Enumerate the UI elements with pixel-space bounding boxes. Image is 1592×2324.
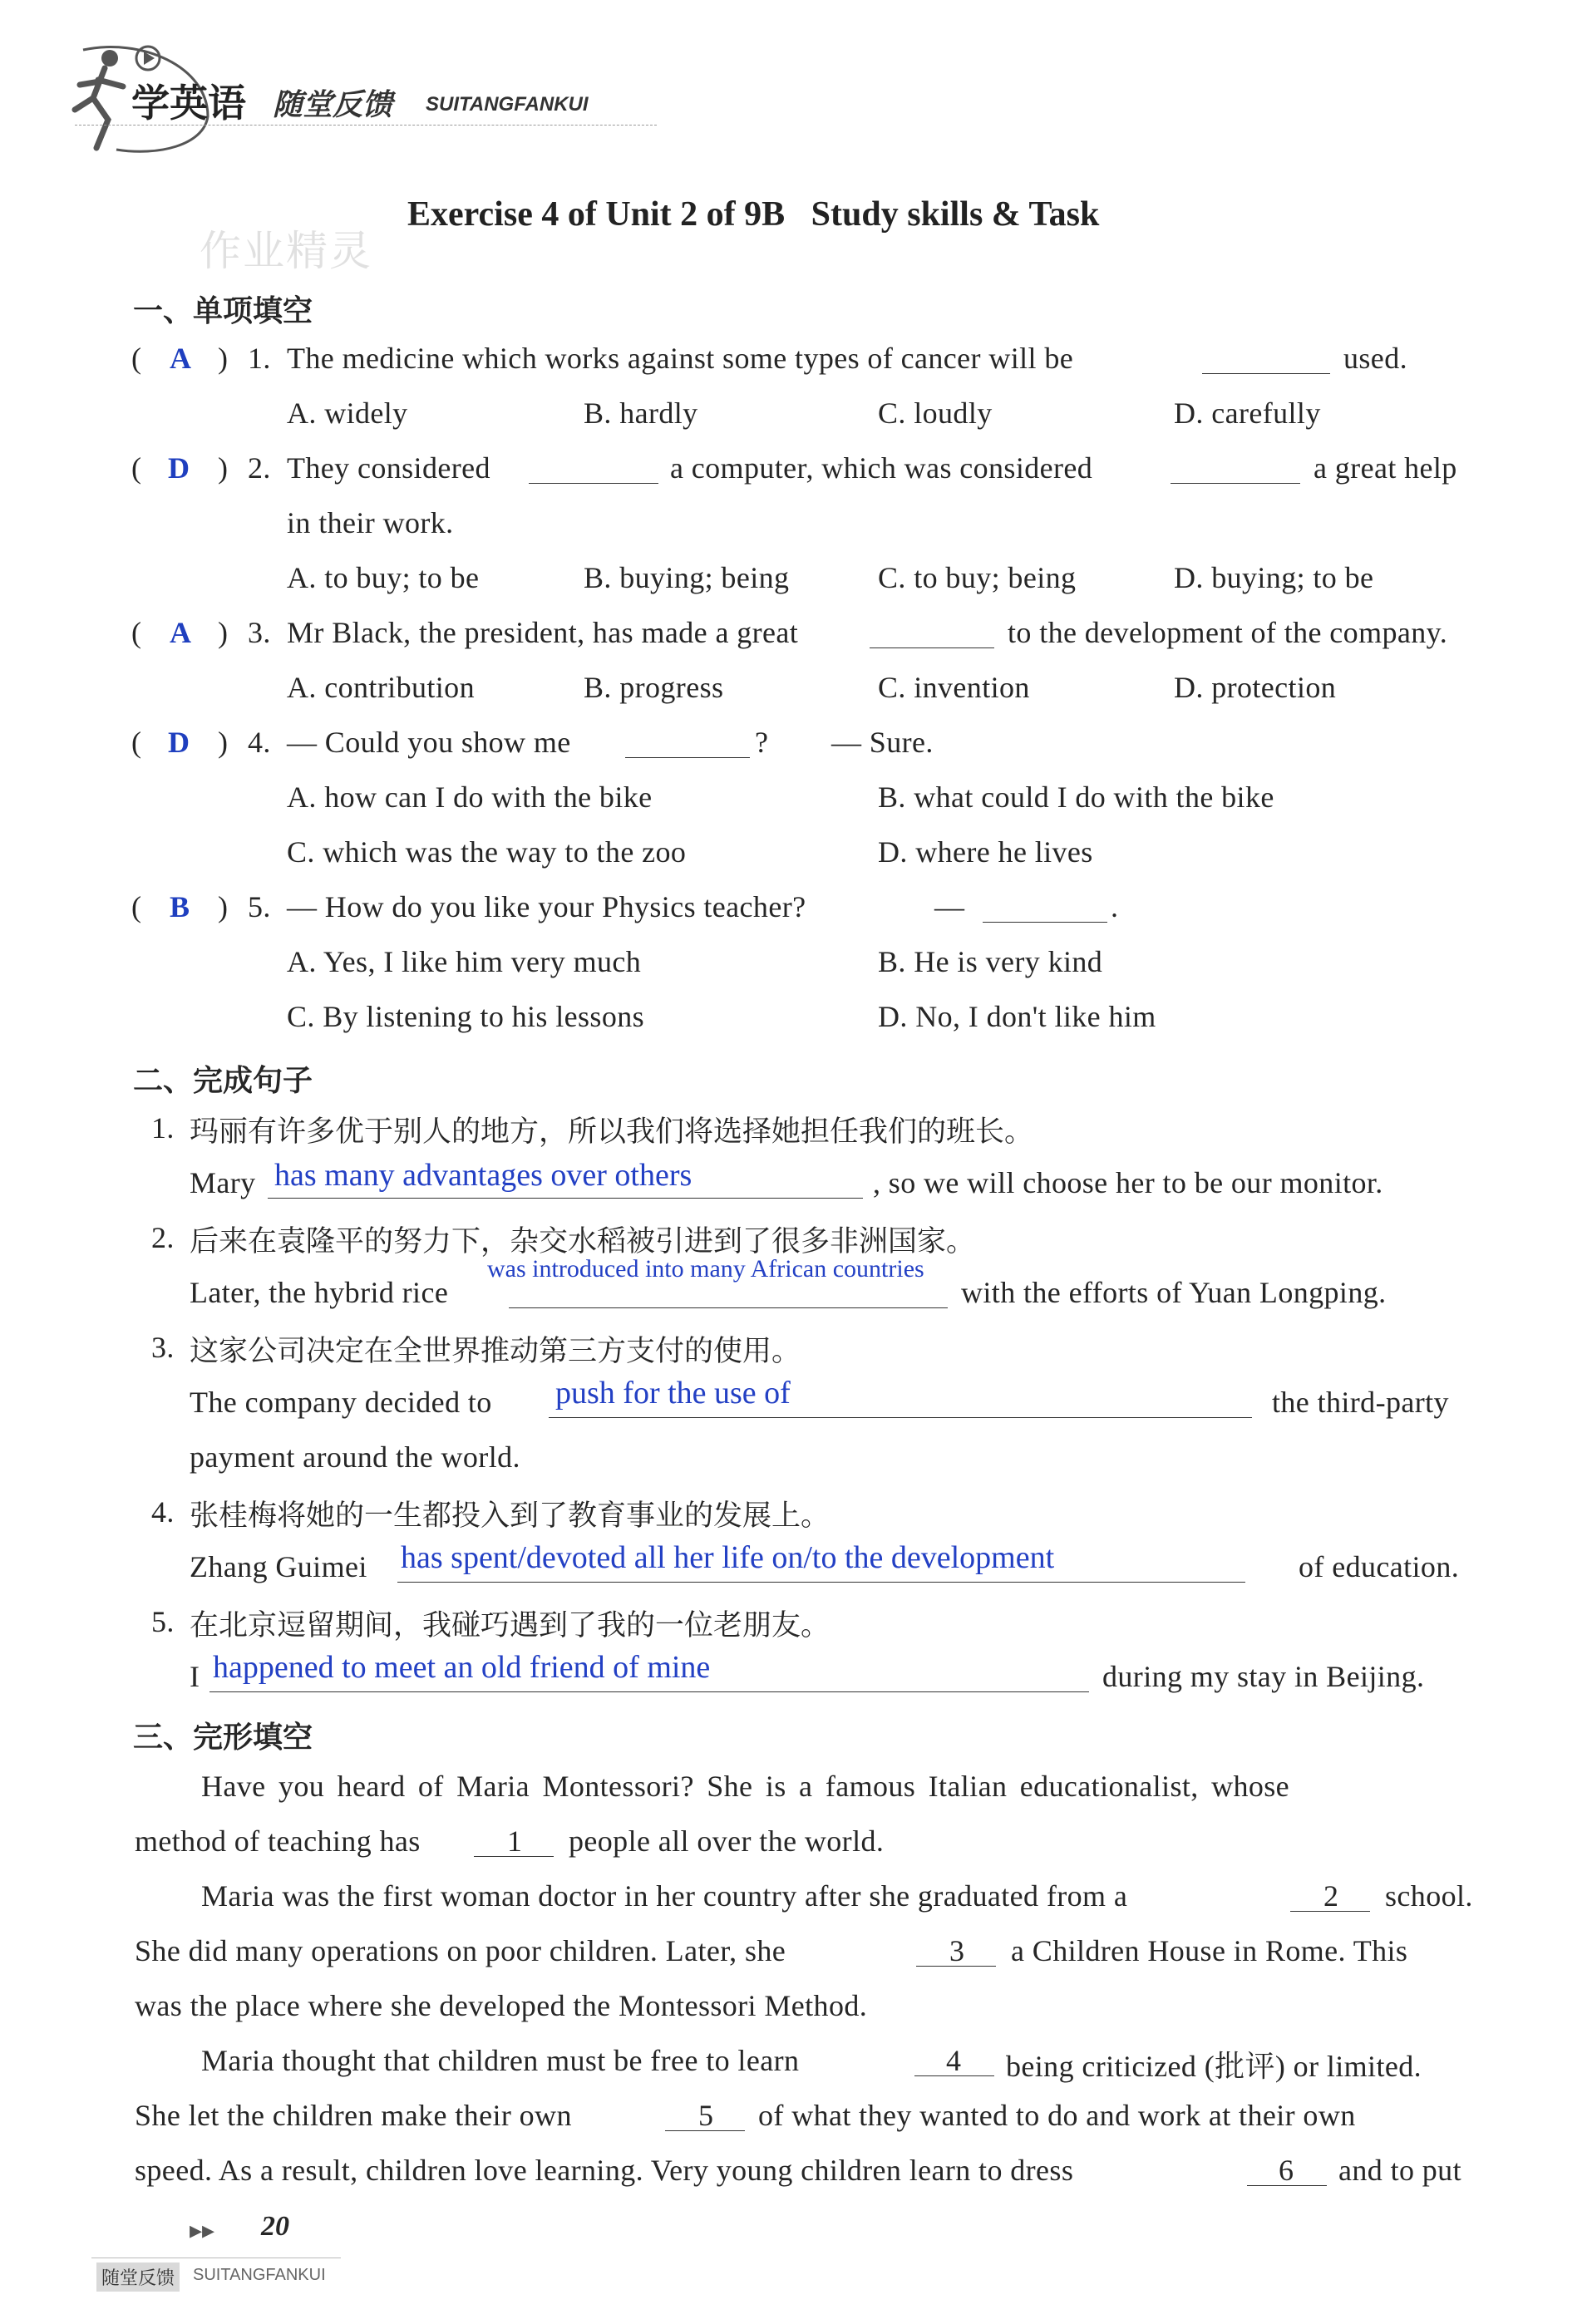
header-logo: [50, 33, 648, 158]
section-2-heading: 二、完成句子: [133, 1064, 313, 1098]
sentence-cn-1: 玛丽有许多优于别人的地方，所以我们将选择她担任我们的班长。: [190, 1115, 1034, 1149]
mc-stem-3: Mr Black, the president, has made a great: [287, 616, 799, 649]
mc-answer-3: A: [170, 616, 192, 649]
cloze-line-6a: Maria thought that children must be free to learn: [201, 2044, 800, 2077]
mc-num-5: 5.: [248, 890, 271, 923]
cloze-line-7b: of what they wanted to do and work at their own: [758, 2099, 1356, 2132]
mc-stem-5b: —: [934, 890, 965, 923]
sentence-num-3: 3.: [151, 1331, 175, 1364]
footer-arrow-icon: ▸▸: [190, 2217, 215, 2244]
mc-blank-2a: [529, 482, 658, 484]
mc-opt-3c: C. invention: [878, 671, 1030, 704]
sentence-num-4: 4.: [151, 1495, 175, 1529]
cloze-line-2a: method of teaching has: [135, 1824, 421, 1858]
cloze-line-3b: school.: [1385, 1879, 1473, 1913]
sentence-cn-4: 张桂梅将她的一生都投入到了教育事业的发展上。: [190, 1499, 831, 1533]
mc-stem-2: They considered: [287, 451, 490, 485]
mc-opt-4a: A. how can I do with the bike: [287, 780, 653, 814]
mc-opt-4c: C. which was the way to the zoo: [287, 835, 687, 869]
brand-en: SUITANGFANKUI: [426, 93, 589, 116]
sentence-blank-3: [549, 1416, 1252, 1418]
mc-stem-5: — How do you like your Physics teacher?: [287, 890, 806, 923]
sentence-post-5: during my stay in Beijing.: [1102, 1660, 1425, 1693]
sentence-answer-2: was introduced into many African countries: [487, 1255, 924, 1283]
sentence-pre-3: The company decided to: [190, 1386, 492, 1419]
mc-stem-1: The medicine which works against some types of cancer will be: [287, 342, 1074, 375]
sentence-cn-2: 后来在袁隆平的努力下，杂交水稻被引进到了很多非洲国家。: [190, 1225, 976, 1258]
brand-cn: 学英语: [131, 81, 246, 126]
sentence-pre-5: I: [190, 1660, 200, 1693]
sentence-blank-4: [397, 1581, 1245, 1583]
sentence-num-1: 1.: [151, 1111, 175, 1145]
mc-num-2: 2.: [248, 451, 271, 485]
page-title: Exercise 4 of Unit 2 of 9B Study skills & Task: [407, 195, 1100, 234]
mc-answer-1: A: [170, 342, 192, 375]
page-number: 20: [261, 2211, 289, 2242]
mc-opt-1b: B. hardly: [584, 396, 698, 430]
mc-opt-1c: C. loudly: [878, 396, 993, 430]
cloze-line-8a: speed. As a result, children love learning. Very young children learn to dress: [135, 2154, 1074, 2187]
cloze-line-7a: She let the children make their own: [135, 2099, 572, 2132]
mc-opt-3d: D. protection: [1174, 671, 1337, 704]
mc-opt-5d: D. No, I don't like him: [878, 1000, 1156, 1033]
mc-opt-2a: A. to buy; to be: [287, 561, 480, 594]
cloze-line-2b: people all over the world.: [569, 1824, 885, 1858]
sentence-blank-1: [268, 1197, 863, 1199]
mc-opt-1d: D. carefully: [1174, 396, 1321, 430]
sentence-pre-2: Later, the hybrid rice: [190, 1276, 449, 1309]
cloze-num-5: 5: [698, 2099, 714, 2132]
sentence-answer-4: has spent/devoted all her life on/to the development: [401, 1540, 1055, 1575]
footer-label-en: SUITANGFANKUI: [193, 2266, 326, 2284]
mc-opt-5c: C. By listening to his lessons: [287, 1000, 645, 1033]
section-3-heading: 三、完形填空: [133, 1721, 313, 1755]
sentence-post-2: with the efforts of Yuan Longping.: [961, 1276, 1387, 1309]
sentence-pre-4: Zhang Guimei: [190, 1550, 367, 1583]
sentence-post-1: , so we will choose her to be our monitor.: [873, 1166, 1383, 1199]
sentence-blank-2: [509, 1307, 948, 1308]
sentence-answer-1: has many advantages over others: [274, 1158, 692, 1193]
mc-stem-2cont: in their work.: [287, 506, 454, 539]
brand-cn-2: 随堂反馈: [273, 88, 393, 122]
sentence-pre-1: Mary: [190, 1166, 256, 1199]
cloze-num-2: 2: [1323, 1879, 1339, 1913]
mc-blank-4: [625, 756, 750, 758]
mc-stem-4c: — Sure.: [831, 726, 934, 759]
cloze-line-5: was the place where she developed the Montessori Method.: [135, 1989, 868, 2022]
mc-stem-3b: to the development of the company.: [1008, 616, 1448, 649]
cloze-num-1: 1: [507, 1824, 523, 1858]
mc-opt-4d: D. where he lives: [878, 835, 1093, 869]
footer-label-cn: 随堂反馈: [96, 2262, 180, 2292]
mc-num-3: 3.: [248, 616, 271, 649]
mc-stem-5c: .: [1111, 890, 1119, 923]
mc-stem-4: — Could you show me: [287, 726, 571, 759]
mc-opt-5a: A. Yes, I like him very much: [287, 945, 642, 978]
sentence-answer-5: happened to meet an old friend of mine: [213, 1650, 711, 1685]
mc-num-1: 1.: [248, 342, 271, 375]
mc-opt-4b: B. what could I do with the bike: [878, 780, 1274, 814]
section-1-heading: 一、单项填空: [133, 294, 313, 328]
mc-stem-4b: ?: [755, 726, 769, 759]
mc-opt-2d: D. buying; to be: [1174, 561, 1374, 594]
sentence-answer-3: push for the use of: [555, 1376, 791, 1411]
sentence-post-4: of education.: [1299, 1550, 1460, 1583]
cloze-line-4b: a Children House in Rome. This: [1011, 1934, 1408, 1967]
cloze-num-3: 3: [949, 1934, 965, 1967]
mc-blank-3: [870, 647, 994, 648]
cloze-line-8b: and to put: [1338, 2154, 1461, 2187]
sentence-cn-3: 这家公司决定在全世界推动第三方支付的使用。: [190, 1335, 801, 1368]
mc-opt-2c: C. to buy; being: [878, 561, 1077, 594]
mc-opt-5b: B. He is very kind: [878, 945, 1103, 978]
sentence-post-3: the third-party: [1272, 1386, 1449, 1419]
sentence-num-5: 5.: [151, 1605, 175, 1638]
cloze-num-4: 4: [946, 2044, 962, 2077]
mc-opt-3a: A. contribution: [287, 671, 475, 704]
mc-blank-1: [1202, 372, 1330, 374]
sentence-num-2: 2.: [151, 1221, 175, 1254]
sentence-blank-5: [209, 1691, 1089, 1692]
mc-opt-2b: B. buying; being: [584, 561, 790, 594]
sentence-cont-3: payment around the world.: [190, 1440, 520, 1474]
mc-num-4: 4.: [248, 726, 271, 759]
mc-answer-5: B: [170, 890, 190, 923]
mc-stem-2b: a great help: [1314, 451, 1457, 485]
mc-answer-2: D: [168, 451, 190, 485]
mc-opt-1a: A. widely: [287, 396, 408, 430]
sentence-cn-5: 在北京逗留期间，我碰巧遇到了我的一位老朋友。: [190, 1609, 831, 1642]
mc-stem-1b: used.: [1343, 342, 1407, 375]
mc-answer-4: D: [168, 726, 190, 759]
mc-stem-2mid: a computer, which was considered: [670, 451, 1093, 485]
cloze-line-4a: She did many operations on poor children. Later, she: [135, 1934, 786, 1967]
cloze-line-3a: Maria was the first woman doctor in her country after she graduated from a: [201, 1879, 1128, 1913]
header-rule: [75, 125, 657, 126]
cloze-line-1: Have you heard of Maria Montessori? She is a famous Italian educationalist, whose: [201, 1770, 1290, 1803]
cloze-line-6b: being criticized (批评) or limited.: [1006, 2050, 1422, 2083]
cloze-num-6: 6: [1279, 2154, 1294, 2187]
watermark: 作业精灵: [200, 227, 372, 275]
mc-opt-3b: B. progress: [584, 671, 724, 704]
mc-blank-5: [983, 921, 1107, 923]
mc-blank-2b: [1171, 482, 1300, 484]
